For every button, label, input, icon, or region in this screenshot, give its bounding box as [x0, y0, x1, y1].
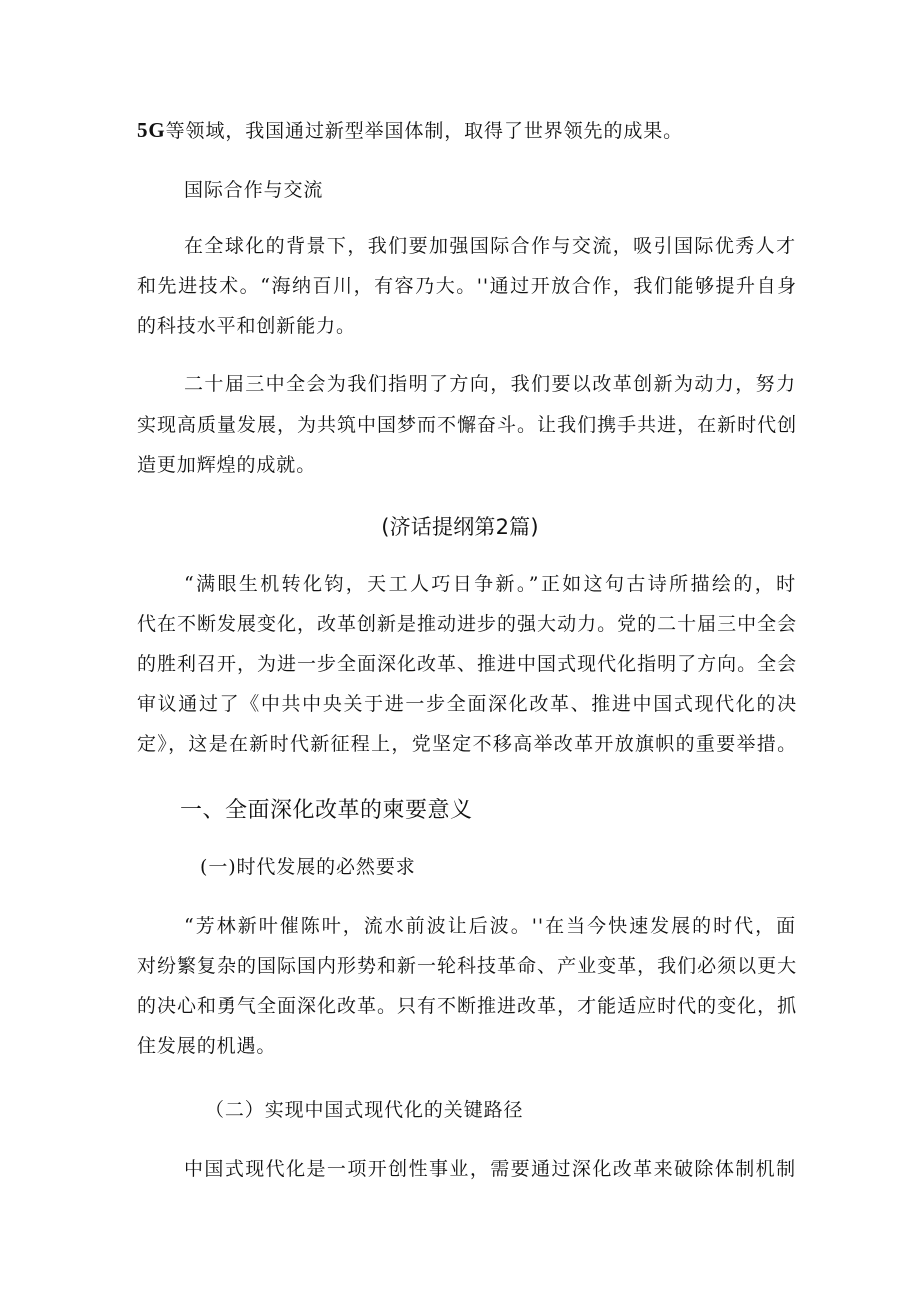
subheading: （二）实现中国式现代化的关键路径	[205, 1099, 524, 1121]
paragraph-line: 定》，这是在新时代新征程上，党坚定不移高举改革开放旗帜的重要举措。	[137, 733, 797, 755]
paragraph-line: 造更加辉煌的成就。	[137, 454, 317, 476]
subsection-title-intl: 国际合作与交流	[184, 179, 324, 201]
subheading: (一)时代发展的必然要求	[200, 856, 416, 878]
paragraph-line	[137, 118, 797, 143]
text-continuation: 等领域，我国通过新型举国体制，取得了世界领先的成果。	[165, 120, 684, 142]
paragraph-line: 住发展的机遇。	[137, 1035, 277, 1057]
paragraph-line: 和先进技术。“海纳百川，有容乃大。''通过开放合作，我们能够提升自身	[137, 275, 797, 297]
paragraph-line: “满眼生机转化钧，天工人巧日争新。”正如这句古诗所描绘的，时	[184, 573, 796, 595]
paragraph-line: “芳林新叶催陈叶，流水前波让后波。''在当今快速发展的时代，面	[184, 915, 796, 937]
paragraph-line: 的科技水平和创新能力。	[137, 315, 356, 337]
paragraph-line: 代在不断发展变化，改革创新是推动进步的强大动力。党的二十届三中全会	[137, 613, 797, 635]
paragraph-line: 的胜利召开，为进一步全面深化改革、推进中国式现代化指明了方向。全会	[137, 653, 797, 675]
paragraph-line: 实现高质量发展，为共筑中国梦而不懈奋斗。让我们携手共进，在新时代创	[137, 414, 797, 436]
paragraph-line: 审议通过了《中共中央关于进一步全面深化改革、推进中国式现代化的决	[137, 693, 797, 715]
paragraph-line: 二十届三中全会为我们指明了方向，我们要以改革创新为动力，努力	[184, 373, 796, 395]
paragraph-line: 在全球化的背景下，我们要加强国际合作与交流，吸引国际优秀人才	[184, 235, 796, 257]
text-5g: 5G	[137, 118, 166, 142]
section-title: (济话提纲第2篇)	[381, 515, 539, 539]
paragraph-line: 对纷繁复杂的国际国内形势和新一轮科技革命、产业变革，我们必须以更大	[137, 955, 797, 977]
paragraph-line: 中国式现代化是一项开创性事业，需要通过深化改革来破除体制机制	[184, 1158, 796, 1180]
heading-level-1: 一、全面深化改革的柬要意义	[180, 798, 473, 823]
paragraph-line: 的决心和勇气全面深化改革。只有不断推进改革，才能适应时代的变化，抓	[137, 995, 797, 1017]
